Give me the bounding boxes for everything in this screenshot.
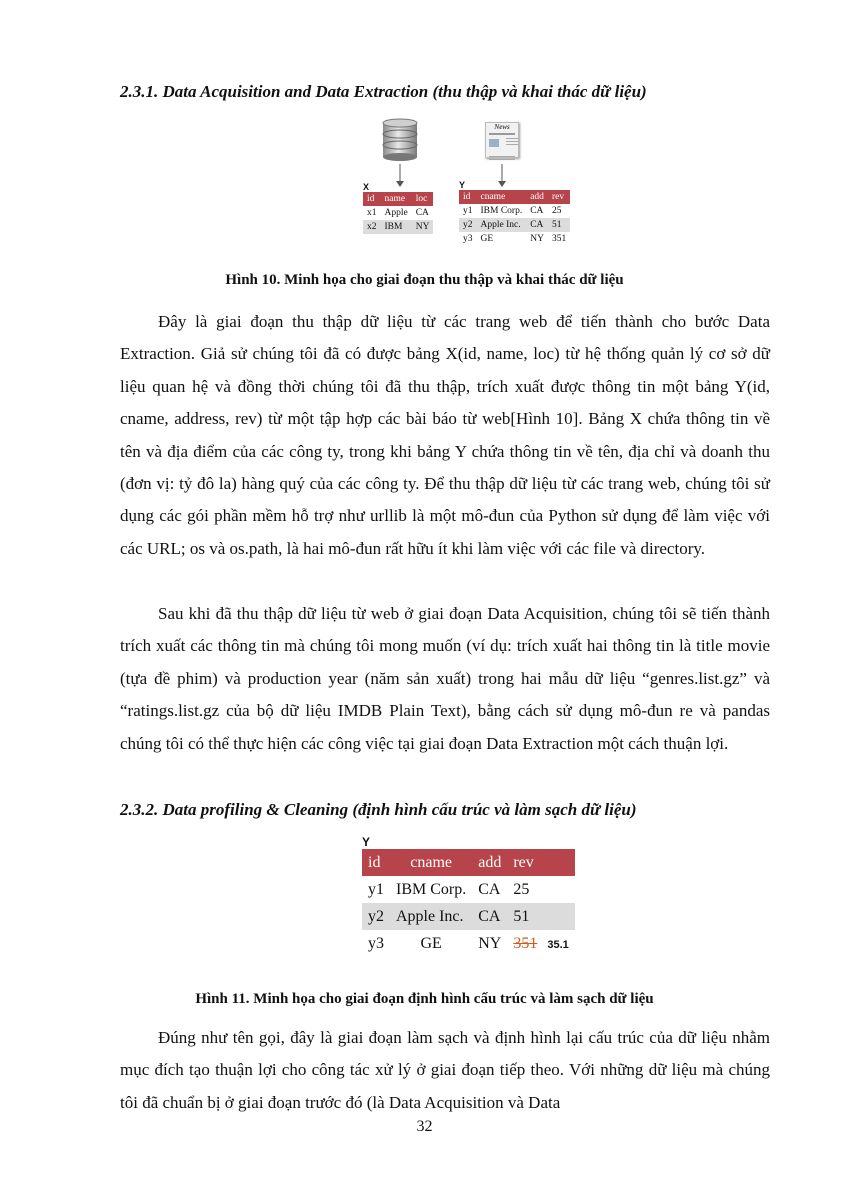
table-cell: x2 [363,220,381,234]
table-cell: IBM [381,220,412,234]
table-cell: CA [526,218,548,232]
header-cell: add [526,190,548,204]
header-cell: id [459,190,477,204]
figure-11-caption: Hình 11. Minh họa cho giai đoạn định hình cấu trúc và làm sạch dữ liệu [195,991,654,1007]
newspaper-icon [485,122,519,158]
table-header-row [363,192,433,206]
table-row [459,204,570,218]
table-cell: IBM Corp. [480,206,523,216]
paragraph-3: Đúng như tên gọi, đây là giai đoạn làm sạch và định hình lại cấu trúc của dữ liệu nhằm mục đích tạo thuận lợi cho công tác xử lý ở giai đoạn tiếp theo. Với những dữ liệu mà chúng tôi đã chuẩn bị ở giai đoạn trước đó (là Data Acquisition và Data [120,1028,770,1112]
table-cell: NY [478,934,502,952]
table-row [362,876,575,903]
corrected-value: 35.1 [547,938,569,951]
table-cell-corrected [507,930,574,957]
newspaper-masthead: News [494,123,510,131]
figure-11 [362,835,575,957]
table-cell: CA [415,208,429,218]
figure-10 [355,118,595,258]
table-row [363,206,433,220]
table-cell: GE [480,234,494,244]
table-y [459,190,570,246]
table-cell: NY [412,220,434,234]
table-cell: y2 [459,218,477,232]
table-row [459,232,570,246]
table-cell: y3 [463,234,473,244]
table-cell: 351 [551,234,567,244]
table-x-block [363,182,433,234]
table-y-label: Y [362,835,371,849]
table-cell: y1 [368,880,384,898]
table-cell: Apple Inc. [390,903,472,930]
table-x [363,192,433,234]
table-cell: 51 [548,218,570,232]
table-cell: Apple [384,208,408,218]
header-cell: rev [507,849,574,876]
table-y-label: Y [459,180,466,190]
table-y-block [459,180,570,246]
paragraph-2: Sau khi đã thu thập dữ liệu từ web ở giai đoạn Data Acquisition, chúng tôi sẽ tiến thành trích xuất các thông tin mà chúng tôi mong muốn (ví dụ: trích xuất hai thông tin là title movie (tựa đề phim) và production year (năm sản xuất) trong hai mẫu dữ liệu “genres.list.gz” và “ratings.list.gz của bộ dữ liệu IMDB Plain Text), bằng cách sử dụng mô-đun re và pandas chúng tôi có thể thực hiện các công việc tại giai đoạn Data Extraction một cách thuận lợi. [120,604,770,753]
table-cell: y2 [362,903,390,930]
header-cell: cname [477,190,527,204]
table-cell: CA [472,903,507,930]
table-x-label: X [363,182,370,192]
header-cell: loc [412,192,434,206]
table-cell: CA [530,206,544,216]
table-row [362,930,575,957]
table-cell: 51 [507,903,574,930]
paragraph-1: Đây là giai đoạn thu thập dữ liệu từ các trang web để tiến thành cho bước Data Extraction. Giả sử chúng tôi đã có được bảng X(id, name, loc) từ hệ thống quản lý cơ sở dữ liệu quan hệ và đồng thời chúng tôi đã thu thập, trích xuất được thông tin một bảng Y(id, cname, address, rev) từ một tập hợp các bài báo từ web[Hình 10]. Bảng X chứa thông tin về tên và địa điểm của các công ty, trong khi bảng Y chứa thông tin về tên, địa chỉ và doanh thu (đơn vị: tỷ đô la) hàng quý của các công ty. Để thu thập dữ liệu từ các trang web, chúng tôi sử dụng các gói phần mềm hỗ trợ như urllib là một mô-đun của Python sử dụng để làm việc với các URL; os và os.path, là hai mô-đun rất hữu ít khi làm việc với các file và directory. [120,312,770,558]
table-cell: GE [420,934,442,952]
table-row [459,218,570,232]
table-row [362,903,575,930]
figure-10-caption: Hình 10. Minh họa cho giai đoạn thu thập và khai thác dữ liệu [225,272,624,288]
table-header-row [362,849,575,876]
table-cell: y1 [463,206,473,216]
database-icon [381,118,419,162]
table-row [363,220,433,234]
header-cell: rev [548,190,570,204]
table-cell: y3 [368,934,384,952]
table-cell: 25 [551,206,562,216]
section-heading-2-3-1: 2.3.1. Data Acquisition and Data Extraction (thu thập và khai thác dữ liệu) [120,82,647,101]
table-cell: NY [530,234,544,244]
table-y-cleaning [362,849,575,957]
header-cell: id [362,849,390,876]
header-cell: add [472,849,507,876]
header-cell: id [363,192,381,206]
table-cell: IBM Corp. [396,880,467,898]
table-cell: 25 [513,880,530,898]
table-header-row [459,190,570,204]
table-cell: CA [478,880,501,898]
section-heading-2-3-2: 2.3.2. Data profiling & Cleaning (định hình cấu trúc và làm sạch dữ liệu) [120,800,637,819]
header-cell: name [381,192,412,206]
struck-value: 351 [513,934,538,952]
table-cell: Apple Inc. [477,218,527,232]
table-cell: x1 [367,208,377,218]
header-cell: cname [390,849,472,876]
page-number: 32 [416,1118,433,1135]
